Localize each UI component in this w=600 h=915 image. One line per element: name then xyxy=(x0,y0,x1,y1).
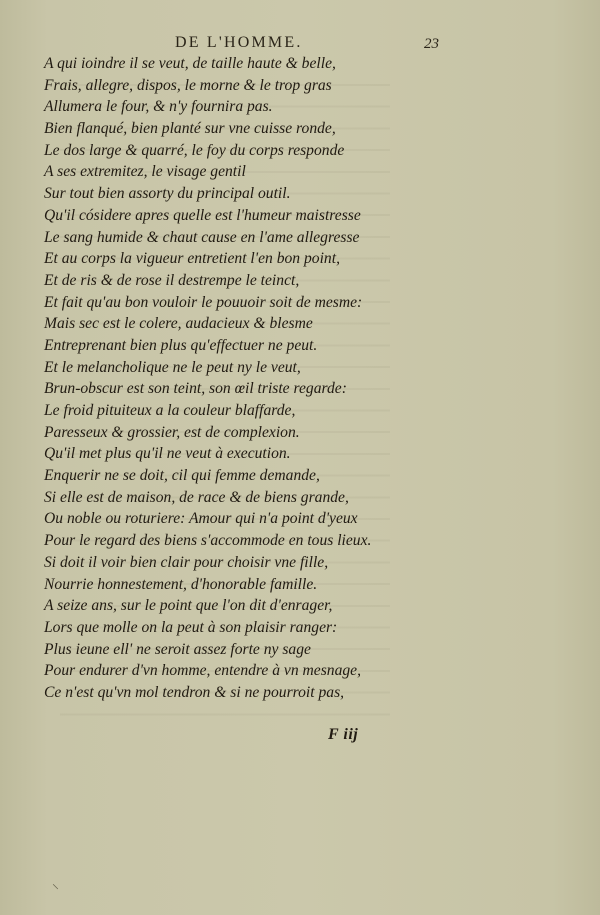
verse-line: A ses extremitez, le visage gentil xyxy=(44,163,246,181)
margin-mark: ⸌ xyxy=(52,883,59,898)
verse-line: Paresseux & grossier, est de complexion. xyxy=(44,423,300,441)
verse-line: Si elle est de maison, de race & de biens grande, xyxy=(44,488,349,506)
page-number: 23 xyxy=(424,36,439,52)
verse-line: Qu'il met plus qu'il ne veut à execution. xyxy=(44,445,291,463)
verse-line: Le dos large & quarré, le foy du corps responde xyxy=(44,141,345,159)
verse-line: A qui ioindre il se veut, de taille haute & belle, xyxy=(44,55,336,72)
verse-line: Brun-obscur est son teint, son œil triste regarde: xyxy=(44,380,347,398)
signature-mark: F iij xyxy=(328,726,359,743)
verse-line: Et fait qu'au bon vouloir le pouuoir soit de mesme: xyxy=(44,293,363,311)
verse-text xyxy=(44,53,384,704)
verse-line: Qu'il cósidere apres quelle est l'humeur maistresse xyxy=(44,206,361,224)
verse-line: Plus ieune ell' ne seroit assez forte ny sage xyxy=(44,640,311,658)
running-head: DE L'HOMME. xyxy=(175,34,303,51)
verse-line: Lors que molle on la peut à son plaisir ranger: xyxy=(44,618,338,636)
verse-line: Entreprenant bien plus qu'effectuer ne peut. xyxy=(44,336,318,354)
verse-line: Pour endurer d'vn homme, entendre à vn mesnage, xyxy=(44,662,362,680)
verse-line: Pour le regard des biens s'accommode en tous lieux. xyxy=(44,532,372,550)
verse-line: Et le melancholique ne le peut ny le veut, xyxy=(44,358,301,376)
verse-line: Sur tout bien assorty du principal outil. xyxy=(44,185,291,203)
verse-line: Nourrie honnestement, d'honorable famille. xyxy=(44,575,318,593)
verse-line: Si doit il voir bien clair pour choisir vne fille, xyxy=(44,553,329,571)
verse-line: Le sang humide & chaut cause en l'ame allegresse xyxy=(44,228,360,246)
verse-line: Et de ris & de rose il destrempe le teinct, xyxy=(44,271,300,289)
verse-line: Ou noble ou roturiere: Amour qui n'a point d'yeux xyxy=(44,510,358,528)
verse-line: Bien flanqué, bien planté sur vne cuisse ronde, xyxy=(44,120,336,138)
verse-line: Le froid pituiteux a la couleur blaffarde, xyxy=(44,402,296,419)
verse-line: Et au corps la vigueur entretient l'en bon point, xyxy=(44,250,340,268)
verse-line: A seize ans, sur le point que l'on dit d'enrager, xyxy=(44,597,333,615)
verse-line: Ce n'est qu'vn mol tendron & si ne pourroit pas, xyxy=(44,683,345,701)
verse-line: Enquerir ne se doit, cil qui femme demande, xyxy=(44,467,320,485)
verse-line: Mais sec est le colere, audacieux & blesme xyxy=(44,315,313,333)
verse-line: Allumera le four, & n'y fournira pas. xyxy=(44,98,273,116)
verse-line: Frais, allegre, dispos, le morne & le trop gras xyxy=(44,76,332,94)
